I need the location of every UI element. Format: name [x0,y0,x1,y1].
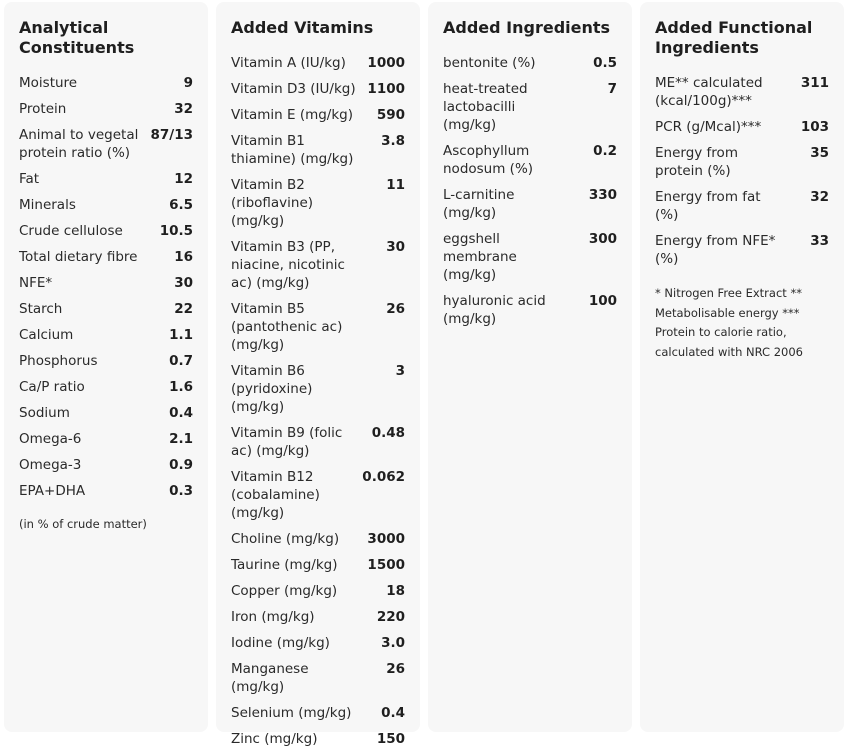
table-row [231,556,405,574]
table-row [231,634,405,652]
added-ingredients-title: Added Ingredients [443,18,611,37]
row-label: PCR (g/Mcal)*** [655,119,762,135]
row-label: Protein [19,101,67,117]
table-row [19,100,193,118]
row-label: NFE* [19,275,53,291]
added-functional-ingredients-title: Added Functional Ingredients [655,18,813,57]
table-row [443,292,617,328]
row-label: Selenium (mg/kg) [231,705,352,721]
table-row [19,326,193,344]
row-value: 1100 [367,81,405,97]
row-label: Minerals [19,197,76,213]
row-value: 18 [386,583,405,599]
added-vitamins-panel [216,2,420,747]
row-label: Vitamin B6 (pyridoxine) (mg/kg) [231,363,313,415]
added-ingredients-panel [428,2,632,732]
table-row [231,530,405,548]
row-label: Animal to vegetal protein ratio (%) [19,127,139,161]
row-label: Vitamin B3 (PP, niacine, nicotinic ac) (mg/kg) [231,239,345,291]
row-value: 103 [800,119,829,135]
row-label: Vitamin A (IU/kg) [231,55,346,71]
row-value: 3 [395,363,405,379]
row-label: Sodium [19,405,70,421]
row-label: Vitamin B1 thiamine) (mg/kg) [231,133,354,167]
row-value: 1500 [367,557,405,573]
row-value: 0.48 [371,425,405,441]
table-row [19,482,193,500]
row-value: 3.8 [381,133,405,149]
row-value: 1.1 [169,327,193,343]
table-row [655,144,829,180]
vitamins-rows [231,54,405,748]
row-label: Energy from NFE*(%) [655,233,776,267]
row-label: Choline (mg/kg) [231,531,340,547]
row-value: 1.6 [169,379,193,395]
row-value: 300 [588,231,617,247]
row-label: bentonite (%) [443,55,536,71]
row-label: Iodine (mg/kg) [231,635,330,651]
row-value: 0.2 [593,143,617,159]
row-label: Copper (mg/kg) [231,583,338,599]
row-label: Fat [19,171,40,187]
row-label: Phosphorus [19,353,98,369]
row-value: 0.9 [169,457,193,473]
row-label: Vitamin D3 (IU/kg) [231,81,356,97]
row-label: Total dietary fibre [19,249,138,265]
row-value: 150 [376,731,405,747]
row-value: 7 [607,81,617,97]
table-row [443,230,617,284]
table-row [655,188,829,224]
table-row [231,704,405,722]
row-value: 3.0 [381,635,405,651]
row-label: Vitamin B9 (folic ac) (mg/kg) [231,425,343,459]
table-row [19,126,193,162]
table-row [655,232,829,268]
row-value: 12 [174,171,193,187]
row-label: Taurine (mg/kg) [231,557,338,573]
row-label: Vitamin B12 (cobalamine) (mg/kg) [231,469,320,521]
row-label: Moisture [19,75,78,91]
table-row [19,248,193,266]
row-label: Iron (mg/kg) [231,609,315,625]
table-row [231,362,405,416]
table-row [443,142,617,178]
row-value: 590 [376,107,405,123]
row-value: 1000 [367,55,405,71]
table-row [19,378,193,396]
row-value: 87/13 [150,127,193,143]
table-row [19,74,193,92]
row-label: hyaluronic acid (mg/kg) [443,293,546,327]
row-value: 33 [810,233,829,249]
row-label: L-carnitine (mg/kg) [443,187,515,221]
row-value: 35 [810,145,829,161]
row-value: 11 [386,177,405,193]
row-label: Energy from fat (%) [655,189,761,223]
row-label: Vitamin E (mg/kg) [231,107,354,123]
row-value: 26 [386,301,405,317]
table-row [231,238,405,292]
row-value: 3000 [367,531,405,547]
analytical-rows [19,74,193,500]
added-vitamins-title: Added Vitamins [231,18,374,37]
row-value: 30 [174,275,193,291]
table-row [231,54,405,72]
row-label: Ascophyllum nodosum (%) [443,143,534,177]
row-label: Starch [19,301,63,317]
functional-rows [655,74,829,268]
row-value: 330 [588,187,617,203]
row-label: heat-treated lactobacilli (mg/kg) [443,81,528,133]
table-row [443,54,617,72]
row-value: 6.5 [169,197,193,213]
row-label: Zinc (mg/kg) [231,731,318,747]
table-row [19,196,193,214]
table-row [231,424,405,460]
row-value: 30 [386,239,405,255]
table-row [19,352,193,370]
row-value: 32 [174,101,193,117]
analytical-constituents-title: Analytical Constituents [19,18,135,57]
row-label: Ca/P ratio [19,379,85,395]
row-value: 16 [174,249,193,265]
table-row [231,660,405,696]
table-row [231,730,405,748]
table-row [231,132,405,168]
row-label: Vitamin B2 (riboflavine) (mg/kg) [231,177,314,229]
table-row [231,80,405,98]
row-label: Omega-3 [19,457,82,473]
ingredients-rows [443,54,617,328]
table-row [19,404,193,422]
row-value: 2.1 [169,431,193,447]
table-row [19,456,193,474]
row-value: 26 [386,661,405,677]
table-row [655,118,829,136]
table-row [19,274,193,292]
table-row [19,430,193,448]
row-value: 100 [588,293,617,309]
table-row [231,468,405,522]
table-row [19,300,193,318]
row-label: Crude cellulose [19,223,123,239]
table-row [19,170,193,188]
row-value: 311 [800,75,829,91]
table-row [231,300,405,354]
row-value: 220 [376,609,405,625]
table-row [231,106,405,124]
row-value: 22 [174,301,193,317]
analytical-note: (in % of crude matter) [19,517,147,531]
row-value: 0.4 [169,405,193,421]
table-row [443,186,617,222]
table-row [231,176,405,230]
row-label: Energy from protein (%) [655,145,738,179]
row-label: Omega-6 [19,431,82,447]
row-label: Manganese (mg/kg) [231,661,309,695]
table-row [19,222,193,240]
row-value: 0.7 [169,353,193,369]
row-value: 0.4 [381,705,405,721]
analytical-constituents-panel [4,2,208,732]
row-label: EPA+DHA [19,483,86,499]
table-row [443,80,617,134]
row-value: 10.5 [159,223,193,239]
added-functional-ingredients-panel [640,2,844,732]
table-row [231,582,405,600]
row-label: Vitamin B5 (pantothenic ac) (mg/kg) [231,301,343,353]
table-row [231,608,405,626]
row-label: Calcium [19,327,74,343]
row-value: 0.5 [593,55,617,71]
row-value: 0.062 [362,469,405,485]
table-row [655,74,829,110]
row-value: 0.3 [169,483,193,499]
row-value: 32 [810,189,829,205]
row-label: ME** calculated (kcal/100g)*** [655,75,763,109]
row-label: eggshell membrane (mg/kg) [443,231,517,283]
row-value: 9 [183,75,193,91]
functional-note: * Nitrogen Free Extract ** Metabolisable energy *** Protein to calorie ratio, calculated with NRC 2006 [655,286,803,359]
